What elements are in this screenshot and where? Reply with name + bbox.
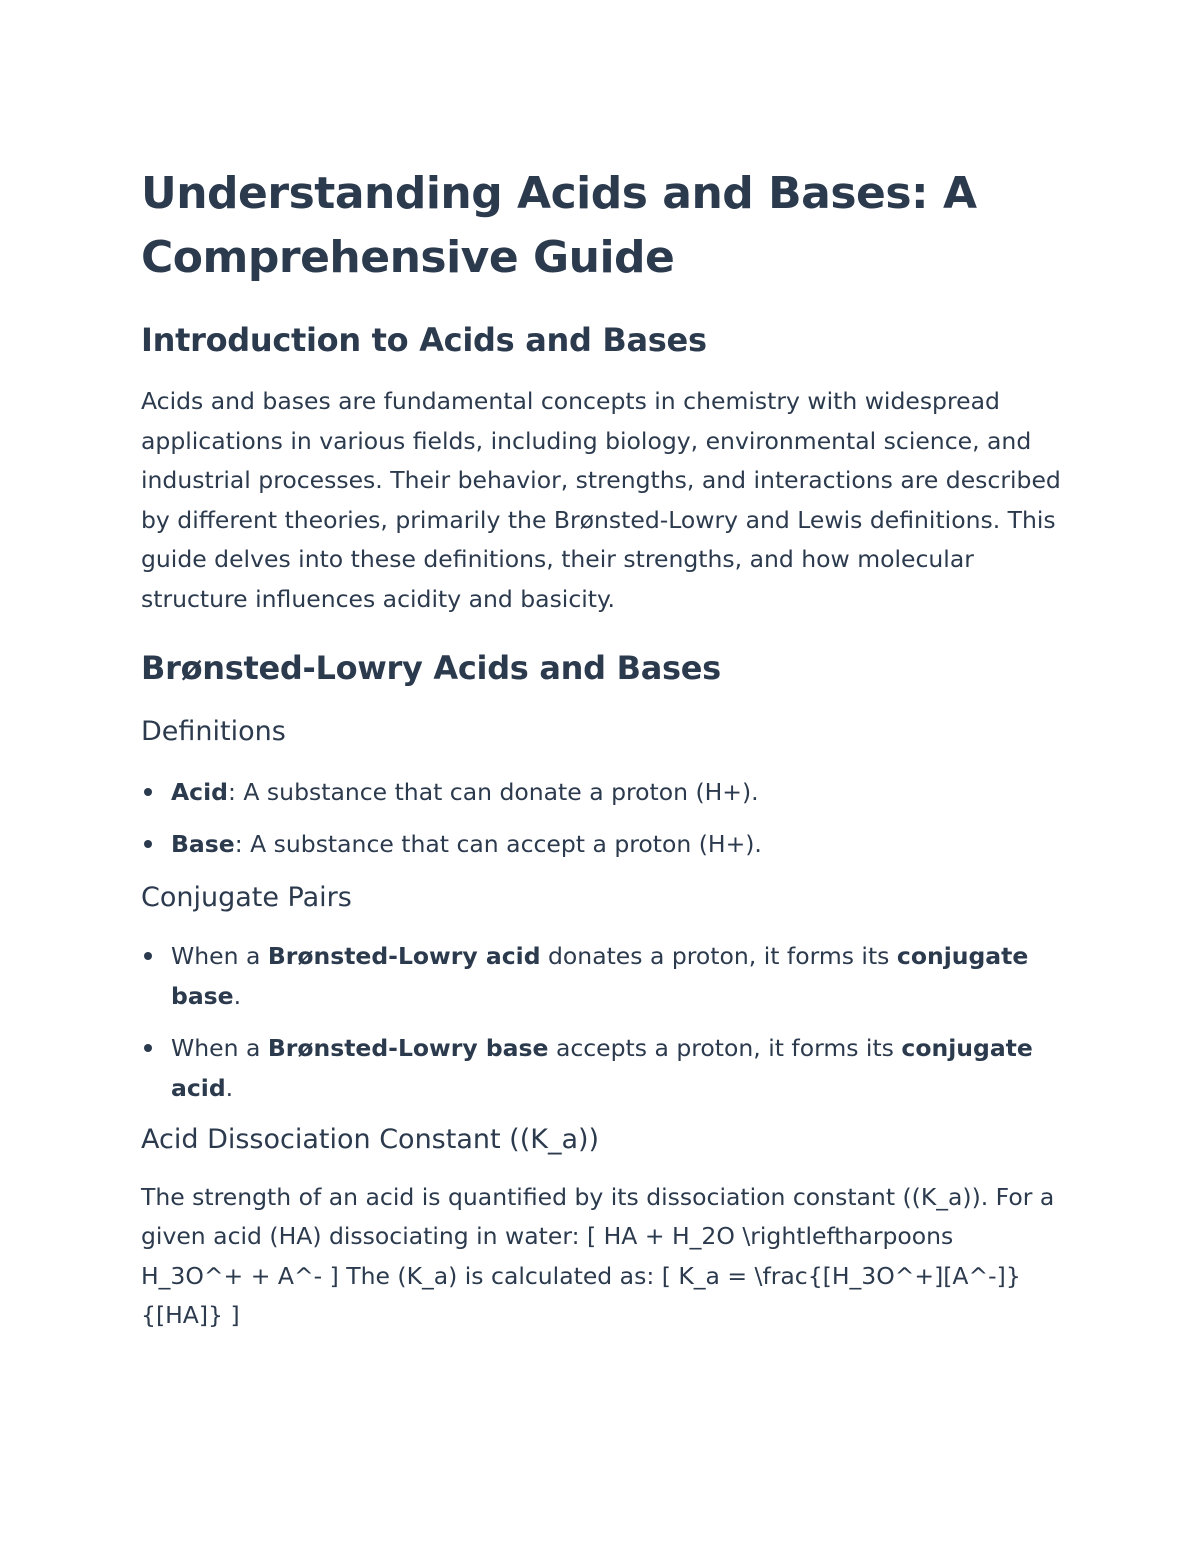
bold-term: conjugate acid: [171, 1033, 1033, 1102]
text-run: When a: [171, 1033, 268, 1062]
bronsted-lowry-heading: Brønsted-Lowry Acids and Bases: [141, 648, 721, 687]
text-run: .: [233, 981, 242, 1010]
page-title: Understanding Acids and Bases: A Comprehensive Guide: [141, 168, 977, 283]
definitions-heading: Definitions: [141, 715, 286, 747]
bold-term: Brønsted-Lowry base: [267, 1033, 549, 1062]
bold-term: conjugate base: [171, 941, 1029, 1010]
acid-dissociation-heading: Acid Dissociation Constant ((K_a)): [141, 1123, 600, 1155]
text-run: donates a proton, it forms its: [540, 941, 897, 970]
definition-text: : A substance that can donate a proton (H+).: [228, 777, 759, 806]
intro-paragraph: Acids and bases are fundamental concepts in chemistry with widespread applications in various fields, including biology, environmental science, and industrial processes. Their behavior, strengths, and interactions are described by different theories, primarily the Brønsted-Lowry and Lewis definitions. This guide delves into these definitions, their strengths, and how molecular structure influences acidity and basicity.: [141, 387, 1061, 613]
list-item: [141, 1028, 1061, 1108]
document-page: [141, 162, 1061, 1336]
definitions-list: [141, 772, 1061, 864]
intro-heading: Introduction to Acids and Bases: [141, 321, 707, 359]
conjugate-pairs-heading: Conjugate Pairs: [141, 881, 352, 913]
list-item: [141, 772, 1061, 812]
definition-term: Acid: [171, 777, 228, 806]
definition-term: Base: [171, 829, 235, 858]
list-item: [141, 824, 1061, 864]
conjugate-pairs-list: [141, 936, 1061, 1108]
text-run: When a: [171, 941, 268, 970]
acid-dissociation-paragraph: The strength of an acid is quantified by its dissociation constant ((K_a)). For a given acid (HA) dissociating in water: [ HA + H_2O \rightleftharpoons H_3O^+ + A^- ] The (K_a) is calculated as: [ K_a = \frac{[H_3O^+][A^-]}{[HA]} ]: [141, 1182, 1055, 1330]
text-run: .: [225, 1073, 234, 1102]
definition-text: : A substance that can accept a proton (H+).: [234, 829, 762, 858]
text-run: accepts a proton, it forms its: [548, 1033, 902, 1062]
bold-term: Brønsted-Lowry acid: [267, 941, 541, 970]
list-item: [141, 936, 1061, 1016]
